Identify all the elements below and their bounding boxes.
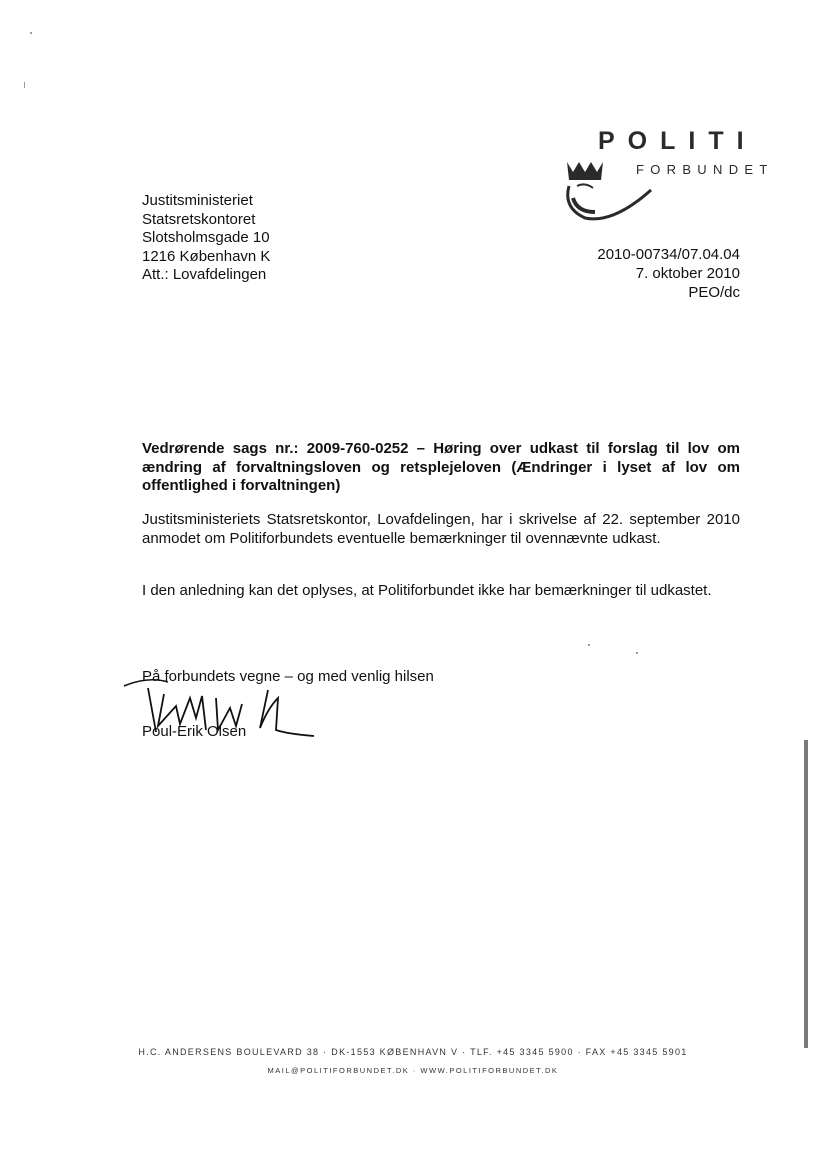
recipient-line: Att.: Lovafdelingen [142, 266, 267, 283]
subject-heading: Vedrørende sags nr.: 2009-760-0252 – Høring over udkast til forslag til lov om ændring af forvaltningsloven og retsplejeloven (Ændringer i lyset af lov om offentlighed i forvaltningen) [142, 440, 740, 494]
recipient-line: Justitsministeriet [142, 192, 253, 209]
closing-line: På forbundets vegne – og med venlig hilsen [142, 668, 434, 685]
logo-wordmark: POLITI [598, 127, 757, 155]
footer-web: MAIL@POLITIFORBUNDET.DK · WWW.POLITIFORBUNDET.DK [267, 1066, 559, 1075]
signer-name: Poul-Erik Olsen [142, 723, 247, 740]
recipient-line: Slotsholmsgade 10 [142, 229, 270, 246]
recipient-line: Statsretskontoret [142, 210, 256, 228]
body-paragraph-1: Justitsministeriets Statsretskontor, Lovafdelingen, har i skrivelse af 22. september 2010 anmodet om Politiforbundets eventuelle bemærkninger til ovennævnte udkast. [142, 511, 740, 547]
reference-block [597, 245, 740, 302]
handwritten-signature [118, 668, 328, 748]
police-badge-logo-icon [563, 158, 653, 230]
initials: PEO/dc [688, 284, 740, 301]
logo-subtitle: FORBUNDET [636, 162, 774, 177]
body-paragraph-2: I den anledning kan det oplyses, at Politiforbundet ikke har bemærkninger til udkastet. [142, 582, 712, 599]
letter-date: 7. oktober 2010 [635, 265, 740, 282]
scan-edge-artifact [804, 740, 808, 1048]
footer-address: H.C. ANDERSENS BOULEVARD 38 · DK-1553 KØBENHAVN V · TLF. +45 3345 5900 · FAX +45 3345 5901 [138, 1047, 688, 1057]
scan-speck [636, 652, 638, 654]
recipient-line: 1216 København K [142, 247, 271, 265]
scan-speck [30, 32, 32, 34]
recipient-address [142, 192, 270, 285]
case-number: 2010-00734/07.04.04 [597, 246, 740, 263]
scan-speck [24, 82, 25, 88]
scan-speck [588, 644, 590, 646]
